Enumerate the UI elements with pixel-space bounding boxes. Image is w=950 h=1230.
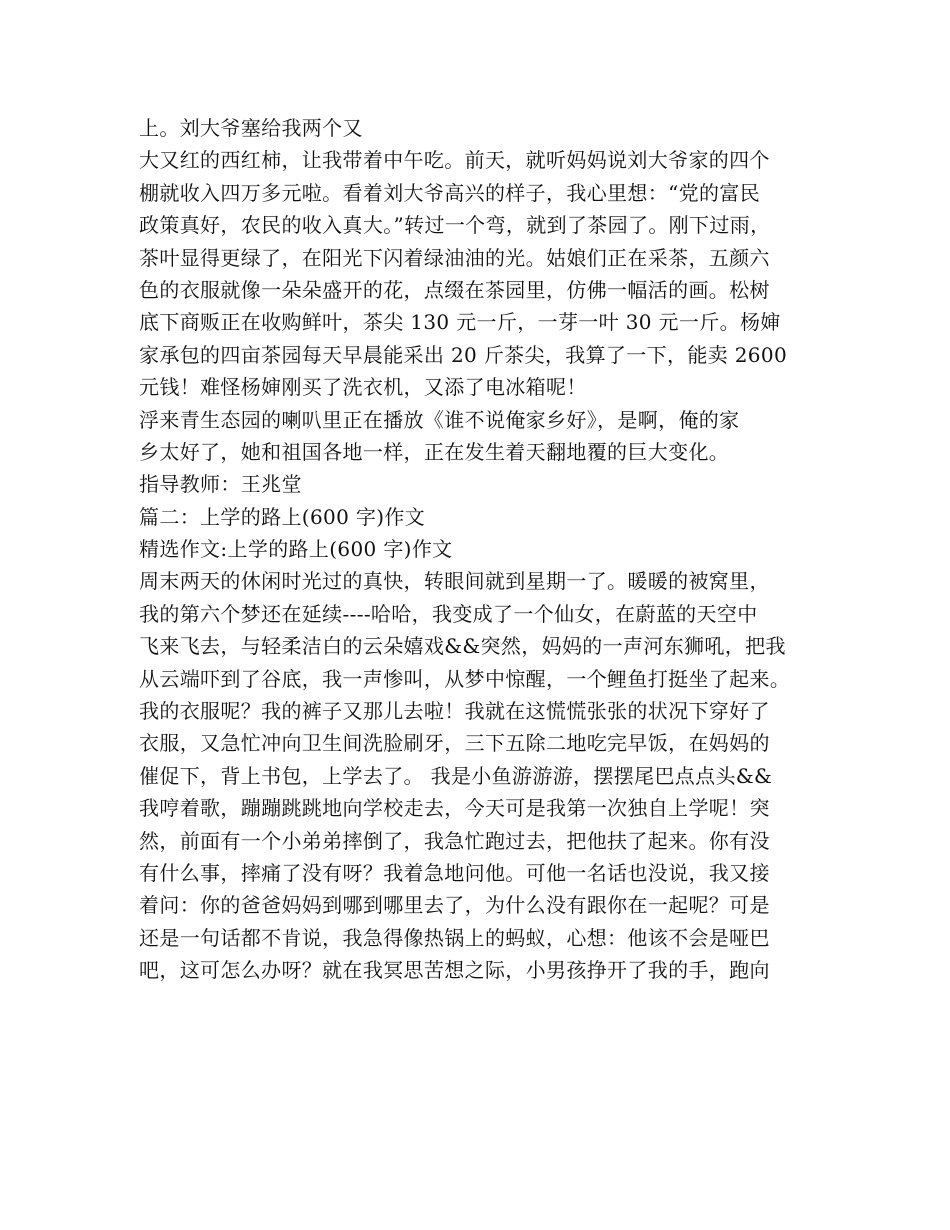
essay-title: 精选作文:上学的路上(600 字)作文 xyxy=(139,537,453,562)
text-line: 大又红的西红柿，让我带着中午吃。前天，就听妈妈说刘大爷家的四个 xyxy=(139,148,770,173)
text-line: 底下商贩正在收购鲜叶，茶尖 130 元一斤，一芽一叶 30 元一斤。杨婶 xyxy=(139,310,781,335)
text-line: 催促下，背上书包，上学去了。 我是小鱼游游游，摆摆尾巴点点头&& xyxy=(139,763,773,788)
text-line: 政策真好，农民的收入真大。”转过一个弯，就到了茶园了。刚下过雨， xyxy=(139,213,771,238)
text-line: 着问：你的爸爸妈妈到哪到哪里去了，为什么没有跟你在一起呢？可是 xyxy=(139,893,770,918)
text-line: 棚就收入四万多元啦。看着刘大爷高兴的样子，我心里想：“党的富民 xyxy=(139,180,761,205)
text-line: 我哼着歌，蹦蹦跳跳地向学校走去，今天可是我第一次独自上学呢！突 xyxy=(139,796,770,821)
text-line: 浮来青生态园的喇叭里正在播放《谁不说俺家乡好》，是啊，俺的家 xyxy=(139,407,740,432)
text-line: 飞来飞去，与轻柔洁白的云朵嬉戏&&突然，妈妈的一声河东狮吼，把我 xyxy=(139,634,786,659)
document-body xyxy=(139,112,839,987)
text-line: 上。刘大爷塞给我两个又 xyxy=(139,116,363,140)
text-line: 茶叶显得更绿了，在阳光下闪着绿油油的光。姑娘们正在采茶，五颜六 xyxy=(139,245,770,270)
text-line: 家承包的四亩茶园每天早晨能采出 20 斤茶尖，我算了一下，能卖 2600 xyxy=(139,342,788,367)
section-heading: 篇二：上学的路上(600 字)作文 xyxy=(139,504,426,529)
text-line: 我的第六个梦还在延续----哈哈，我变成了一个仙女，在蔚蓝的天空中 xyxy=(139,601,758,626)
teacher-credit: 指导教师：王兆堂 xyxy=(139,472,302,497)
text-line: 衣服，又急忙冲向卫生间洗脸刷牙，三下五除二地吃完早饭，在妈妈的 xyxy=(139,731,770,756)
text-line: 乡太好了，她和祖国各地一样，正在发生着天翻地覆的巨大变化。 xyxy=(139,439,730,464)
text-line: 色的衣服就像一朵朵盛开的花，点缀在茶园里，仿佛一幅活的画。松树 xyxy=(139,277,770,302)
text-line: 然，前面有一个小弟弟摔倒了，我急忙跑过去，把他扶了起来。你有没 xyxy=(139,828,770,853)
text-line: 从云端吓到了谷底，我一声惨叫，从梦中惊醒，一个鲤鱼打挺坐了起来。 xyxy=(139,666,791,691)
text-line: 元钱！难怪杨婶刚买了洗衣机，又添了电冰箱呢！ xyxy=(139,375,587,400)
text-line: 我的衣服呢？我的裤子又那儿去啦！我就在这慌慌张张的状况下穿好了 xyxy=(139,699,770,724)
text-line: 吧，这可怎么办呀？就在我冥思苦想之际，小男孩挣开了我的手，跑向 xyxy=(139,958,770,983)
text-line: 还是一句话都不肯说，我急得像热锅上的蚂蚁，心想：他该不会是哑巴 xyxy=(139,925,770,950)
text-line: 周末两天的休闲时光过的真快，转眼间就到星期一了。暖暖的被窝里， xyxy=(139,569,770,594)
text-line: 有什么事，摔痛了没有呀？我着急地问他。可他一名话也没说，我又接 xyxy=(139,860,770,885)
